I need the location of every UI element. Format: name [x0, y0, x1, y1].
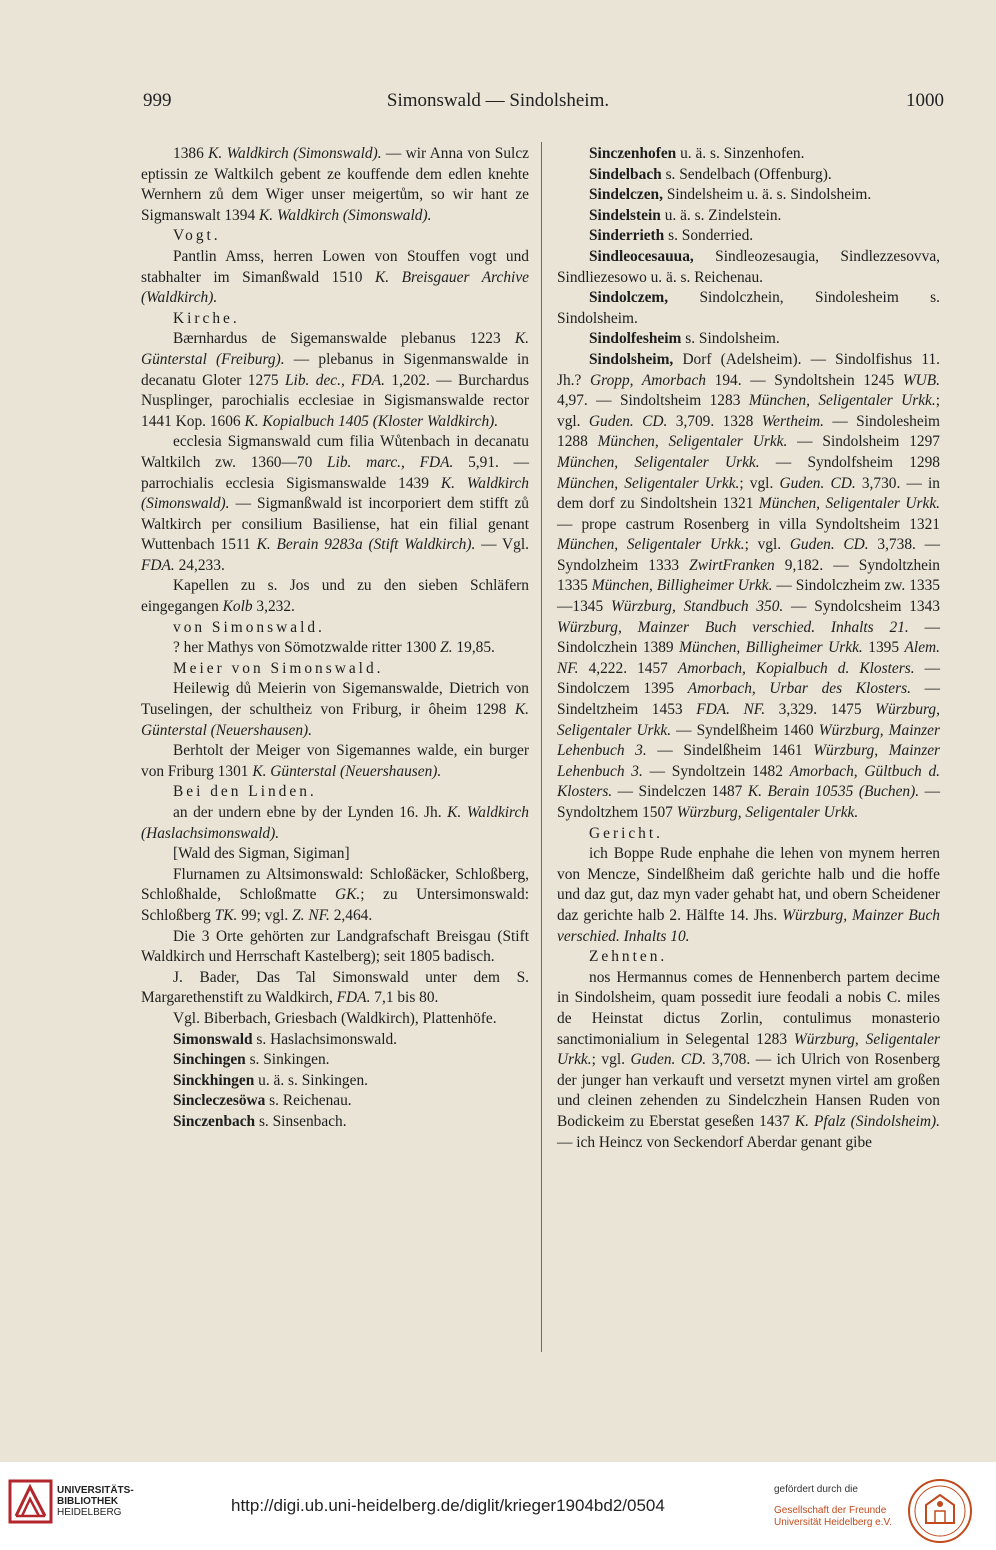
- sponsor-block: [774, 1484, 892, 1529]
- paragraph: Sinderrieth s. Sonderried.: [589, 227, 754, 245]
- paragraph: Heilewig dů Meierin von Sigemanswalde, Dietrich von Tuselingen, der schultheiz von Friburg, ir ôheim 1298 K. Günterstal (Neuershausen).: [141, 680, 529, 739]
- paragraph: ich Boppe Rude enphahe die lehen von mynem herren von Mencze, Sindelßheim daß gerichte halb und die hoffe und daz gut, daz myn vader gehabt hat, und obern Scheidener daz gerichte halb 2. Hälfte 14. Jhs. Würzburg, Mainzer Buch verschied. Inhalts 10.: [557, 845, 940, 945]
- paragraph: Berhtolt der Meiger von Sigemannes walde, ein burger von Friburg 1301 K. Günterstal (Neuershausen).: [141, 742, 529, 780]
- society-name: Universität Heidelberg e.V.: [774, 1517, 893, 1528]
- sponsor-label: gefördert durch die: [774, 1484, 858, 1495]
- library-name-line: HEIDELBERG: [57, 1507, 122, 1518]
- paragraph: J. Bader, Das Tal Simonswald unter dem S. Margarethenstift zu Waldkirch, FDA. 7,1 bis 80.: [141, 968, 529, 1007]
- paragraph: Sindelbach s. Sendelbach (Offenburg).: [589, 165, 832, 183]
- section-heading: Vogt.: [173, 227, 221, 245]
- paragraph: Sindelstein u. ä. s. Zindelstein.: [589, 206, 782, 224]
- column-divider: [541, 142, 542, 1352]
- running-header: [0, 90, 996, 120]
- paragraph: Bærnhardus de Sigemanswalde plebanus 1223 K. Günterstal (Freiburg). — plebanus in Sigenmanswalde in decanatu Gloter 1275 Lib. dec., FDA. 1,202. — Burchardus Nusplinger, parochialis ecclesiae in Sigismanswalde rector 1441 Kop. 1606 K. Kopialbuch 1405 (Kloster Waldkirch).: [141, 330, 530, 430]
- paragraph: Die 3 Orte gehörten zur Landgrafschaft Breisgau (Stift Waldkirch und Herrschaft Kastelberg); seit 1805 badisch.: [141, 927, 529, 966]
- paragraph: Sinczenhofen u. ä. s. Sinzenhofen.: [589, 145, 805, 162]
- right-page-number: 1000: [906, 90, 944, 111]
- society-name: Gesellschaft der Freunde: [774, 1505, 887, 1516]
- paragraph: an der undern ebne by der Lynden 16. Jh. K. Waldkirch (Haslachsimonswald).: [141, 804, 529, 842]
- section-heading: Bei den Linden.: [173, 783, 317, 801]
- section-heading: Gericht.: [589, 824, 663, 842]
- paragraph: Sindelczen, Sindelsheim u. ä. s. Sindolsheim.: [589, 186, 872, 204]
- section-heading: Meier von Simonswald.: [173, 659, 384, 677]
- society-seal-icon: [906, 1477, 974, 1545]
- university-library-logo-icon: [8, 1479, 53, 1524]
- library-name: [57, 1485, 134, 1518]
- paragraph: Sinchingen s. Sinkingen.: [173, 1051, 330, 1069]
- right-column: [557, 144, 940, 1153]
- viewer-footer: [0, 1462, 996, 1550]
- paragraph: ? her Mathys von Sömotzwalde ritter 1300 Z. 19,85.: [173, 639, 495, 657]
- section-heading: Kirche.: [173, 309, 240, 327]
- paragraph: Sindolsheim, Dorf (Adelsheim). — Sindolfishus 11. Jh.? Gropp, Amorbach 194. — Syndoltshein 1245 WUB. 4,97. — Sindoltsheim 1283 München, Seligentaler Urkk.; vgl. Guden. CD. 3,709. 1328 Wertheim. — Sindolesheim 1288 München, Seligentaler Urkk. — Sindolsheim 1297 München, Seligentaler Urkk. — Syndolfsheim 1298 München, Seligentaler Urkk.; vgl. Guden. CD. 3,730. — in dem dorf zu Sindoltshein 1321 München, Seligentaler Urkk. — prope castrum Rosenberg in villa Syndoltsheim 1321 München, Seligentaler Urkk.; vgl. Guden. CD. 3,738. — Syndolzheim 1333 ZwirtFranken 9,182. — Syndoltzhein 1335 München, Billigheimer Urkk. — Sindolczheim zw. 1335—1345 Würzburg, Standbuch 350. — Syndolcsheim 1343 Würzburg, Mainzer Buch verschied. Inhalts 21. — Sindolczhein 1389 München, Billigheimer Urkk. 1395 Alem. NF. 4,222. 1457 Amorbach, Kopialbuch d. Klosters. — Sindolczem 1395 Amorbach, Urbar des Klosters. — Sindeltzheim 1453 FDA. NF. 3,329. 1475 Würzburg, Seligentaler Urkk. — Syndelßheim 1460 Würzburg, Mainzer Lehenbuch 3. — Sindelßheim 1461 Würzburg, Mainzer Lehenbuch 3. — Syndoltzein 1482 Amorbach, Gültbuch d. Klosters. — Sindelczen 1487 K. Berain 10535 (Buchen). — Syndoltzhem 1507 Würzburg, Seligentaler Urkk.: [557, 350, 941, 821]
- section-heading: von Simonswald.: [173, 618, 325, 636]
- paragraph: Sindleocesauua, Sindleozesaugia, Sindlezzesovva, Sindliezesowo u. ä. s. Reichenau.: [557, 247, 940, 286]
- paragraph: Sinczenbach s. Sinsenbach.: [173, 1112, 347, 1130]
- paragraph: Sincleczesöwa s. Reichenau.: [173, 1092, 352, 1110]
- library-name-line: BIBLIOTHEK: [57, 1496, 119, 1507]
- paragraph: 1386 K. Waldkirch (Simonswald). — wir Anna von Sulcz eptissin ze Waltkilch gebent ze kouffende dem edlen knehte Wernhern zů dem Wiger unser meigertům, so wir hant ze Sigmanswalt 1394 K. Waldkirch (Simonswald).: [141, 145, 529, 224]
- section-heading: Zehnten.: [589, 948, 668, 966]
- left-column: [141, 144, 529, 1133]
- paragraph: Sinckhingen u. ä. s. Sinkingen.: [173, 1071, 368, 1089]
- paragraph: Flurnamen zu Altsimonswald: Schloßäcker, Schloßberg, Schloßhalde, Schloßmatte GK.; zu Untersimonswald: Schloßberg TK. 99; vgl. Z. NF. 2,464.: [141, 865, 529, 924]
- paragraph: [Wald des Sigman, Sigiman]: [173, 845, 350, 863]
- paragraph: Sindolfesheim s. Sindolsheim.: [589, 330, 780, 348]
- paragraph: nos Hermannus comes de Hennenberch partem decime in Sindolsheim, quam possedit iure feodali a nobis C. miles de Heinstat dictus Zorlin, contulimus monasterio sanctimonialium in Selegental 1283 Würzburg, Seligentaler Urkk.; vgl. Guden. CD. 3,708. — ich Ulrich von Rosenberg der junger han verkauft und versetzt mynen virtel am großen und cleinen zehenden zu Sindelczhein Hansen Ruden von Bodickeim zu Eberstat geseßen 1437 K. Pfalz (Sindolsheim). — ich Heincz von Seckendorf Aberdar genant gibe: [557, 968, 941, 1151]
- permalink-url[interactable]: http://digi.ub.uni-heidelberg.de/diglit/krieger1904bd2/0504: [231, 1496, 665, 1515]
- paragraph: Pantlin Amss, herren Lowen von Stouffen vogt und stabhalter im Simanßwald 1510 K. Breisgauer Archive (Waldkirch).: [141, 247, 529, 307]
- paragraph: Vgl. Biberbach, Griesbach (Waldkirch), Plattenhöfe.: [173, 1009, 497, 1027]
- paragraph: ecclesia Sigmanswald cum filia Wůtenbach in decanatu Waltkilch zw. 1360—70 Lib. marc., FDA. 5,91. — parrochialis ecclesia Sigismanswalde 1439 K. Waldkirch (Simonswald). — Sigmanßwald ist incorporiert dem stifft zů Waltkirch per consilium Basiliense, hat ein filial genant Wuttenbach 1511 K. Berain 9283a (Stift Waldkirch). — Vgl. FDA. 24,233.: [141, 433, 529, 574]
- paragraph: Sindolczem, Sindolczhein, Sindolesheim s. Sindolsheim.: [557, 289, 940, 327]
- paragraph: Simonswald s. Haslachsimonswald.: [173, 1030, 398, 1048]
- library-name-line: UNIVERSITÄTS-: [57, 1485, 134, 1496]
- page-title: Simonswald — Sindolsheim.: [386, 90, 610, 111]
- left-page-number: 999: [143, 90, 172, 111]
- paragraph: Kapellen zu s. Jos und zu den sieben Schläfern eingegangen Kolb 3,232.: [141, 577, 529, 616]
